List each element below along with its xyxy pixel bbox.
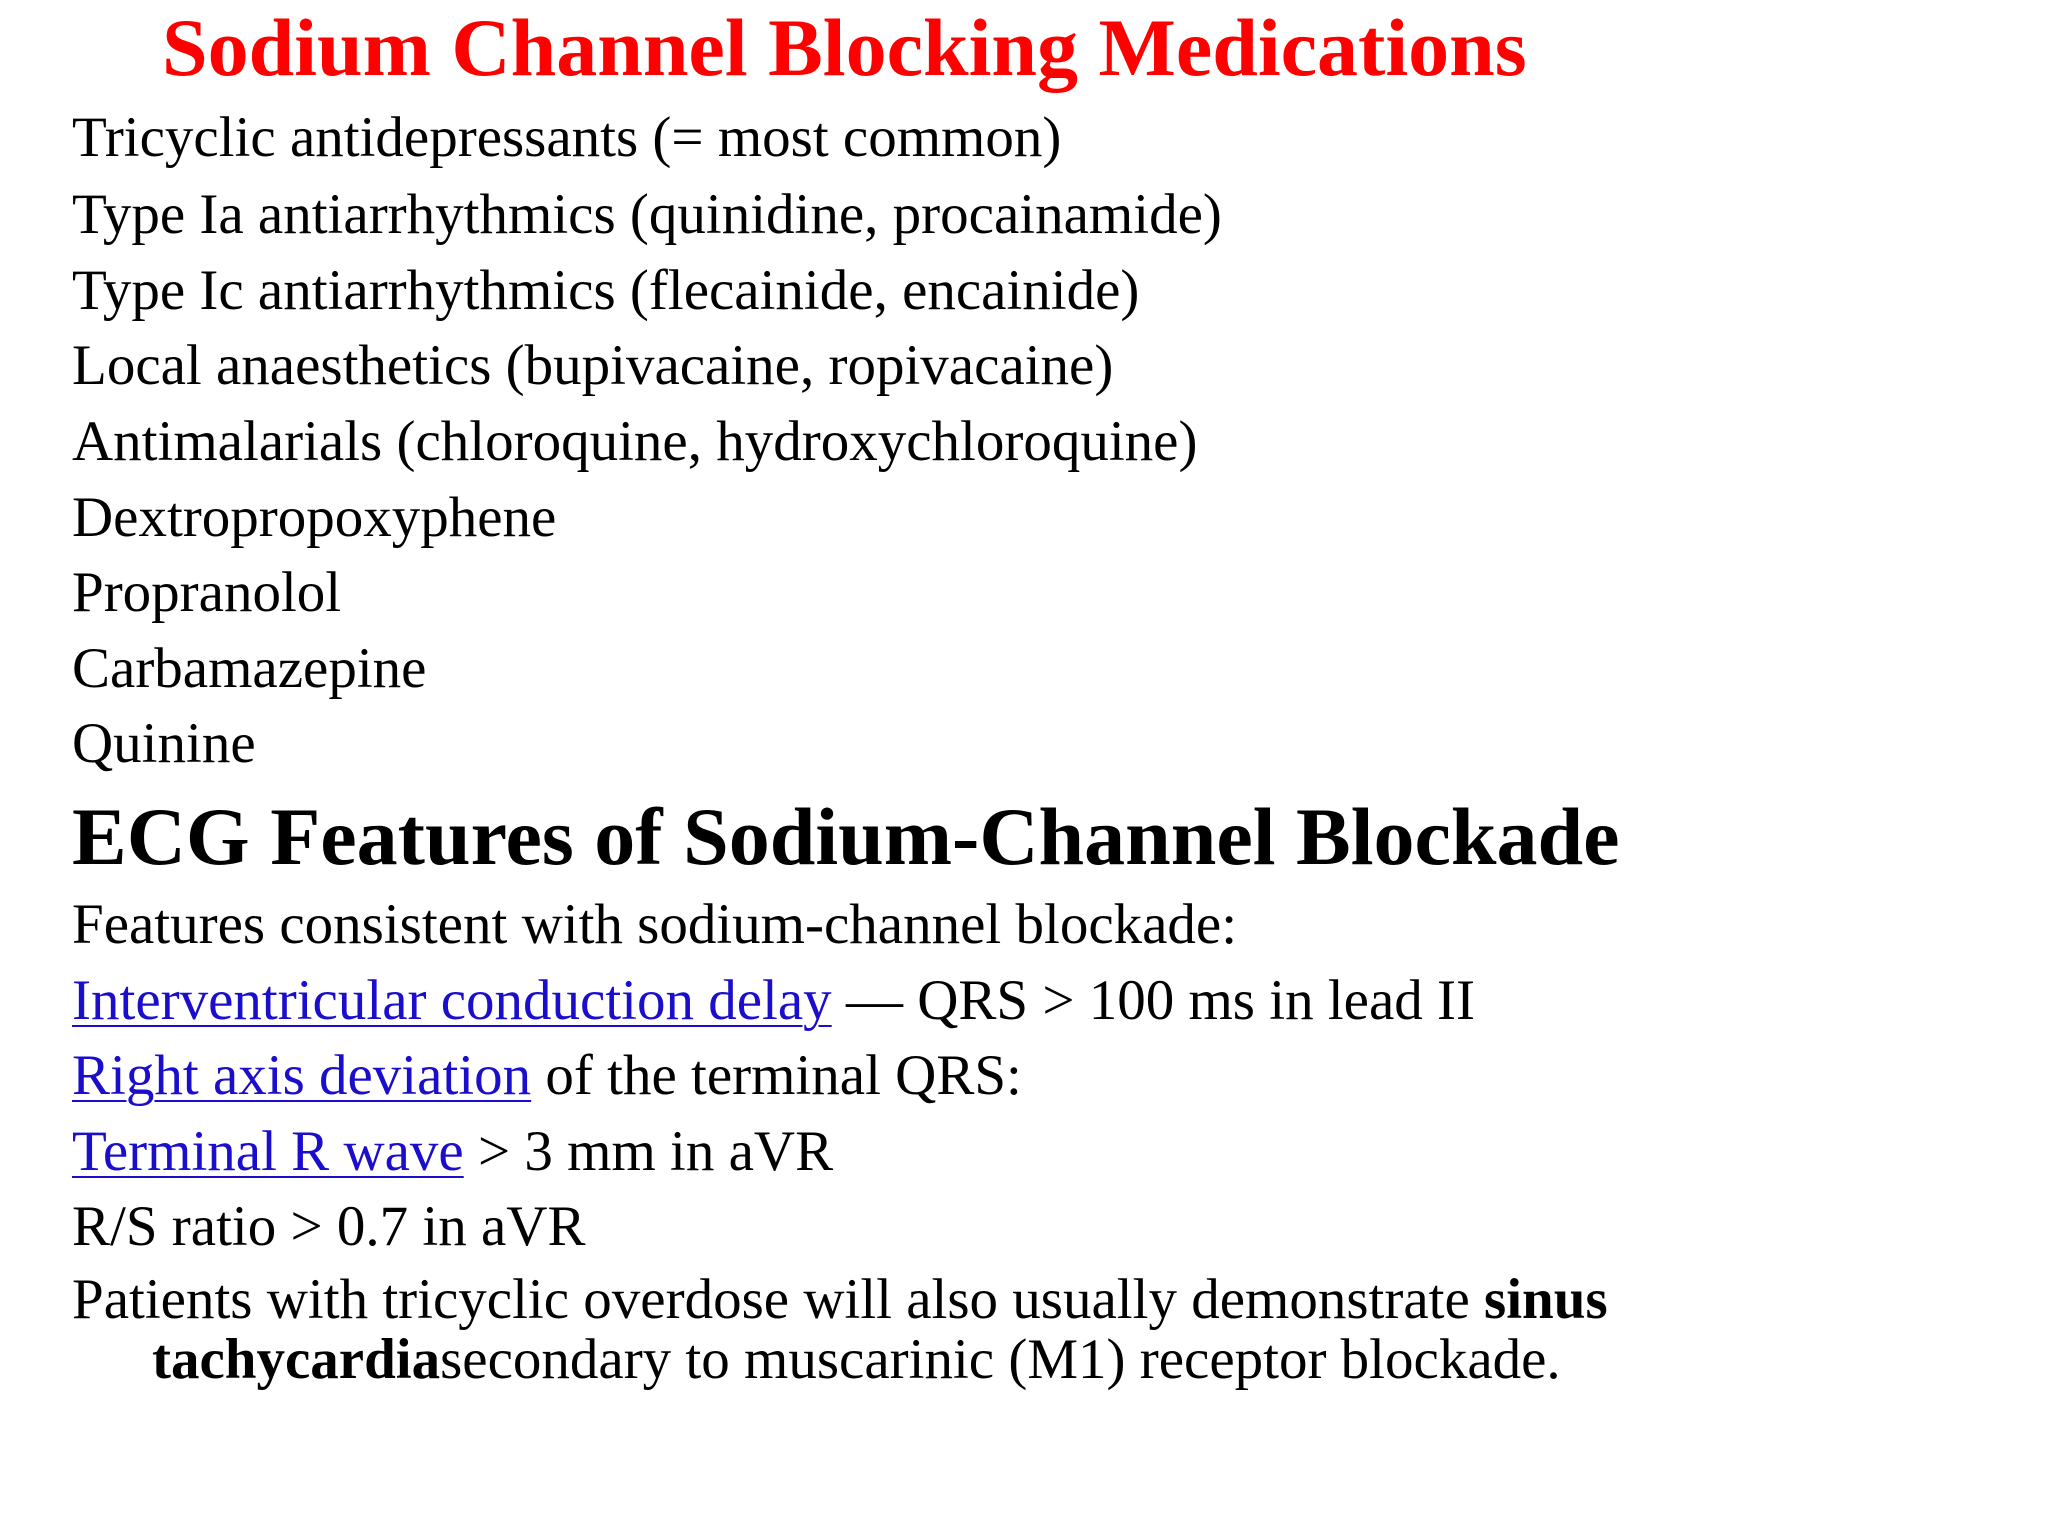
slide-title: Sodium Channel Blocking Medications — [162, 2, 1527, 93]
medication-item-propranolol: Propranolol — [72, 561, 342, 624]
medication-item-antimalarials: Antimalarials (chloroquine, hydroxychloroquine) — [72, 410, 1198, 473]
medication-item-local-anaesthetics: Local anaesthetics (bupivacaine, ropivacaine) — [72, 334, 1114, 397]
ecg-feature-rs-ratio: R/S ratio > 0.7 in aVR — [72, 1195, 586, 1258]
ecg-feature-conduction-delay — [72, 966, 1475, 1036]
ecg-intro: Features consistent with sodium-channel blockade: — [72, 893, 1238, 956]
tricyclic-note-second-line — [72, 1330, 1972, 1390]
ecg-feature-terminal-r-text: > 3 mm in aVR — [463, 1120, 834, 1183]
tricyclic-note — [72, 1270, 1972, 1390]
ecg-heading: ECG Features of Sodium-Channel Blockade — [72, 791, 1620, 882]
tricyclic-note-text: Patients with tricyclic overdose will also usually demonstrate — [72, 1268, 1485, 1331]
ecg-feature-right-axis-text: of the terminal QRS: — [531, 1044, 1022, 1107]
medication-item-quinine: Quinine — [72, 712, 256, 775]
tricyclic-note-tail: secondary to muscarinic (M1) receptor blockade. — [440, 1328, 1561, 1391]
medication-item-carbamazepine: Carbamazepine — [72, 637, 427, 700]
link-terminal-r-wave[interactable]: Terminal R wave — [72, 1120, 464, 1183]
ecg-feature-conduction-delay-text: — QRS > 100 ms in lead II — [831, 969, 1475, 1032]
medication-item-dextropropoxyphene: Dextropropoxyphene — [72, 486, 557, 549]
medication-item-tricyclics: Tricyclic antidepressants (= most common) — [72, 106, 1062, 169]
tricyclic-note-bold-tachycardia: tachycardia — [152, 1328, 441, 1391]
link-interventricular-conduction-delay[interactable]: Interventricular conduction delay — [72, 969, 832, 1032]
ecg-feature-right-axis — [72, 1041, 1022, 1111]
link-right-axis-deviation[interactable]: Right axis deviation — [72, 1044, 532, 1107]
ecg-feature-terminal-r — [72, 1117, 833, 1187]
tricyclic-note-bold-sinus: sinus — [1484, 1268, 1608, 1331]
medication-item-type-ia: Type Ia antiarrhythmics (quinidine, procainamide) — [72, 183, 1222, 246]
medication-item-type-ic: Type Ic antiarrhythmics (flecainide, encainide) — [72, 259, 1140, 322]
